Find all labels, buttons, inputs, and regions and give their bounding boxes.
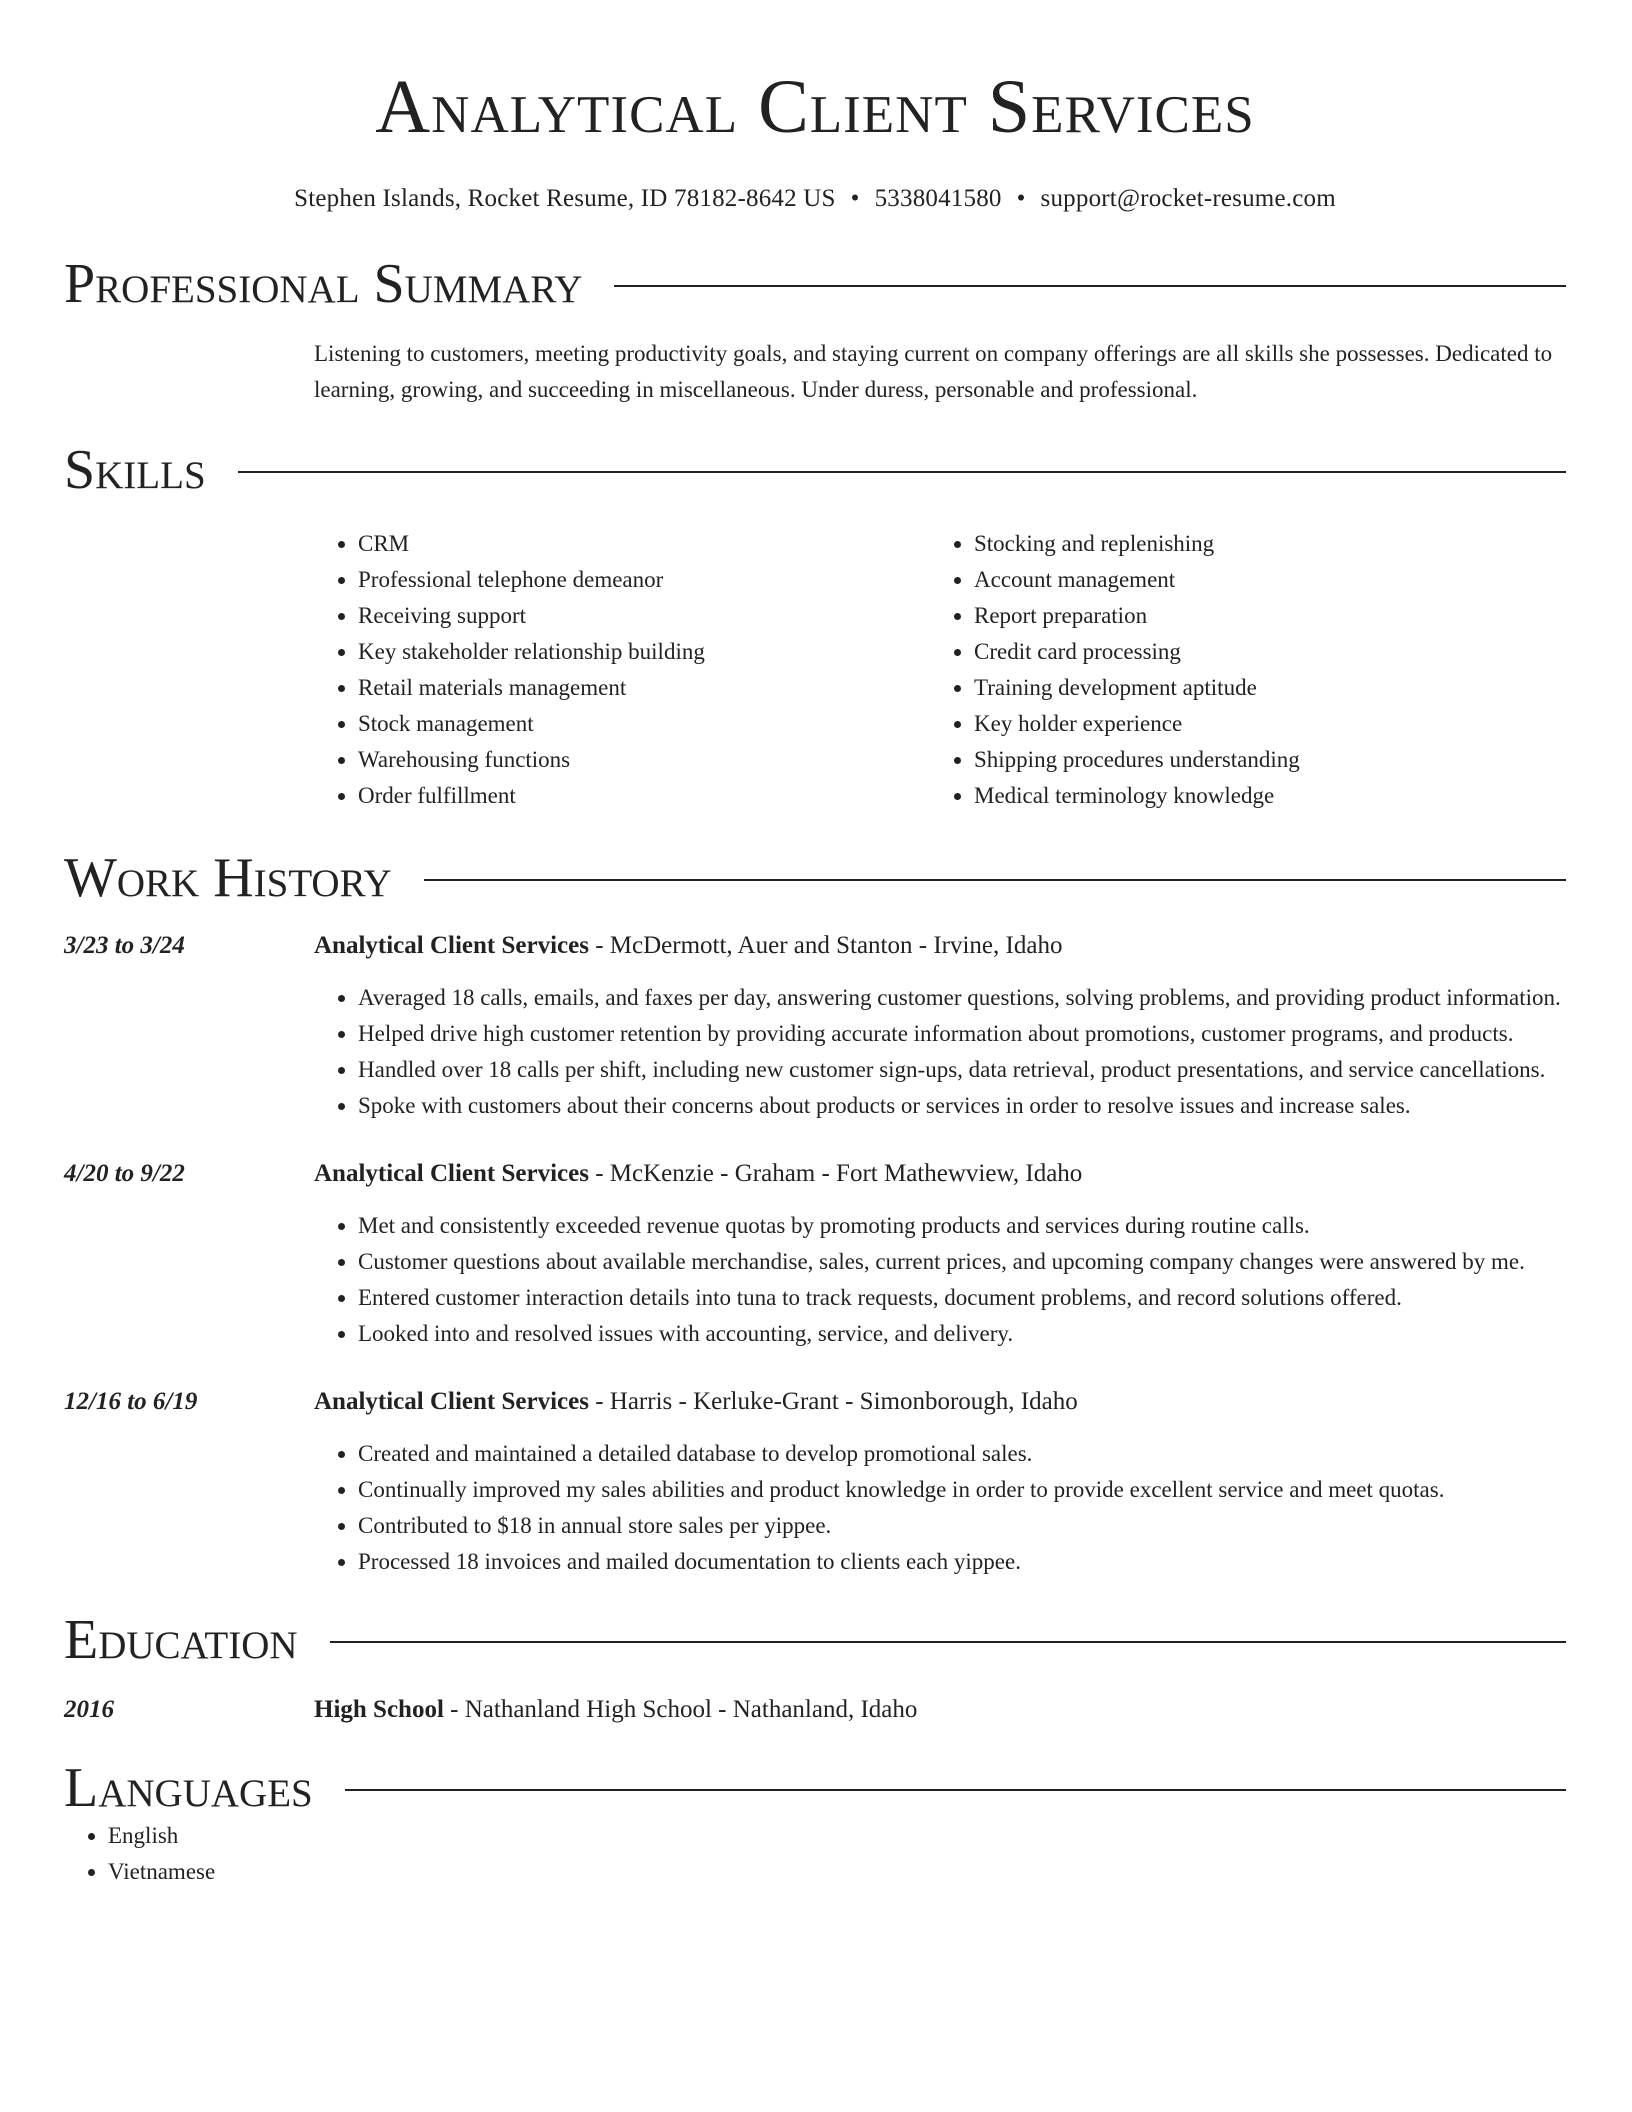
section-divider (614, 285, 1566, 287)
job-bullet: • Entered customer interaction details into tuna to track requests, document problems, and record solutions offered. (358, 1280, 1566, 1316)
job-bullet: • Customer questions about available merchandise, sales, current prices, and upcoming company changes were answered by me. (358, 1244, 1566, 1280)
skill-item: • Medical terminology knowledge (974, 778, 1300, 814)
education-year: 2016 (64, 1696, 114, 1723)
skill-item: • Shipping procedures understanding (974, 742, 1300, 778)
education-heading-row (64, 1610, 1566, 1670)
education-entry (64, 1692, 1566, 1728)
summary-heading: Professional Summary (64, 253, 583, 315)
job-bullets (314, 980, 1566, 1124)
skill-item: • Key holder experience (974, 706, 1300, 742)
job-bullet: • Looked into and resolved issues with accounting, service, and delivery. (358, 1316, 1566, 1352)
section-divider (345, 1789, 1566, 1791)
job-bullet: • Met and consistently exceeded revenue quotas by promoting products and services during routine calls. (358, 1208, 1566, 1244)
education-degree: High School (314, 1696, 444, 1723)
skill-item: • Report preparation (974, 598, 1300, 634)
skills-heading: Skills (64, 439, 206, 501)
job-details: - McDermott, Auer and Stanton - Irvine, Idaho (588, 932, 1063, 959)
skill-item: • Retail materials management (358, 670, 930, 706)
languages-heading-row (64, 1758, 1566, 1818)
job-dates: 3/23 to 3/24 (64, 932, 185, 959)
job-dates: 12/16 to 6/19 (64, 1388, 198, 1415)
job-entry (64, 1156, 1566, 1352)
skill-item: • Warehousing functions (358, 742, 930, 778)
job-dates: 4/20 to 9/22 (64, 1160, 185, 1187)
job-details: - Harris - Kerluke-Grant - Simonborough, Idaho (588, 1388, 1078, 1415)
skill-item: • Receiving support (358, 598, 930, 634)
job-title: Analytical Client Services (314, 932, 589, 959)
job-details: - McKenzie - Graham - Fort Mathewview, Idaho (588, 1160, 1083, 1187)
education-heading: Education (64, 1609, 298, 1671)
language-item: • Vietnamese (108, 1854, 1566, 1890)
job-bullets (314, 1436, 1566, 1580)
job-header (64, 1384, 1566, 1420)
languages-list (64, 1818, 1566, 1890)
job-bullet: • Processed 18 invoices and mailed documentation to clients each yippee. (358, 1544, 1566, 1580)
skills-column-2 (930, 526, 1300, 814)
contact-address: Stephen Islands, Rocket Resume, ID 78182-8642 US (294, 185, 836, 212)
job-bullet: • Contributed to $18 in annual store sales per yippee. (358, 1508, 1566, 1544)
skills-column-1 (314, 526, 930, 814)
skills-list (314, 526, 1566, 814)
job-bullet: • Continually improved my sales abilities and product knowledge in order to provide excellent service and meet quotas. (358, 1472, 1566, 1508)
job-header (64, 1156, 1566, 1192)
skill-item: • Key stakeholder relationship building (358, 634, 930, 670)
section-divider (330, 1641, 1566, 1643)
job-header (64, 928, 1566, 964)
skill-item: • Credit card processing (974, 634, 1300, 670)
contact-email: support@rocket-resume.com (1040, 185, 1336, 212)
language-item: • English (108, 1818, 1566, 1854)
section-divider (424, 879, 1566, 881)
job-bullet: • Spoke with customers about their concerns about products or services in order to resolve issues and increase sales. (358, 1088, 1566, 1124)
skill-item: • Account management (974, 562, 1300, 598)
languages-heading: Languages (64, 1757, 313, 1819)
job-bullet: • Averaged 18 calls, emails, and faxes per day, answering customer questions, solving problems, and providing product information. (358, 980, 1566, 1016)
work-heading: Work History (64, 847, 392, 909)
summary-text: Listening to customers, meeting productivity goals, and staying current on company offerings are all skills she possesses. Dedicated to learning, growing, and succeeding in miscellaneous. Under duress, personable and professional. (314, 341, 1553, 402)
job-title: Analytical Client Services (314, 1388, 589, 1415)
job-title: Analytical Client Services (314, 1160, 589, 1187)
skill-item: • Order fulfillment (358, 778, 930, 814)
contact-phone: 5338041580 (874, 185, 1002, 212)
skill-item: • Training development aptitude (974, 670, 1300, 706)
skill-item: • CRM (358, 526, 930, 562)
contact-line (64, 184, 1566, 214)
contact-separator: • (850, 185, 860, 212)
work-heading-row (64, 848, 1566, 908)
job-bullets (314, 1208, 1566, 1352)
job-entry (64, 928, 1566, 1124)
summary-heading-row (64, 254, 1566, 314)
job-bullet: • Created and maintained a detailed database to develop promotional sales. (358, 1436, 1566, 1472)
skill-item: • Stock management (358, 706, 930, 742)
resume-name: Analytical Client Services (375, 65, 1255, 149)
job-bullet: • Helped drive high customer retention by providing accurate information about promotions, customer programs, and products. (358, 1016, 1566, 1052)
skill-item: • Professional telephone demeanor (358, 562, 930, 598)
skills-heading-row (64, 440, 1566, 500)
section-divider (238, 471, 1566, 473)
job-entry (64, 1384, 1566, 1580)
contact-separator: • (1016, 185, 1026, 212)
skill-item: • Stocking and replenishing (974, 526, 1300, 562)
education-details: - Nathanland High School - Nathanland, Idaho (443, 1696, 918, 1723)
job-bullet: • Handled over 18 calls per shift, including new customer sign-ups, data retrieval, product presentations, and service cancellations. (358, 1052, 1566, 1088)
